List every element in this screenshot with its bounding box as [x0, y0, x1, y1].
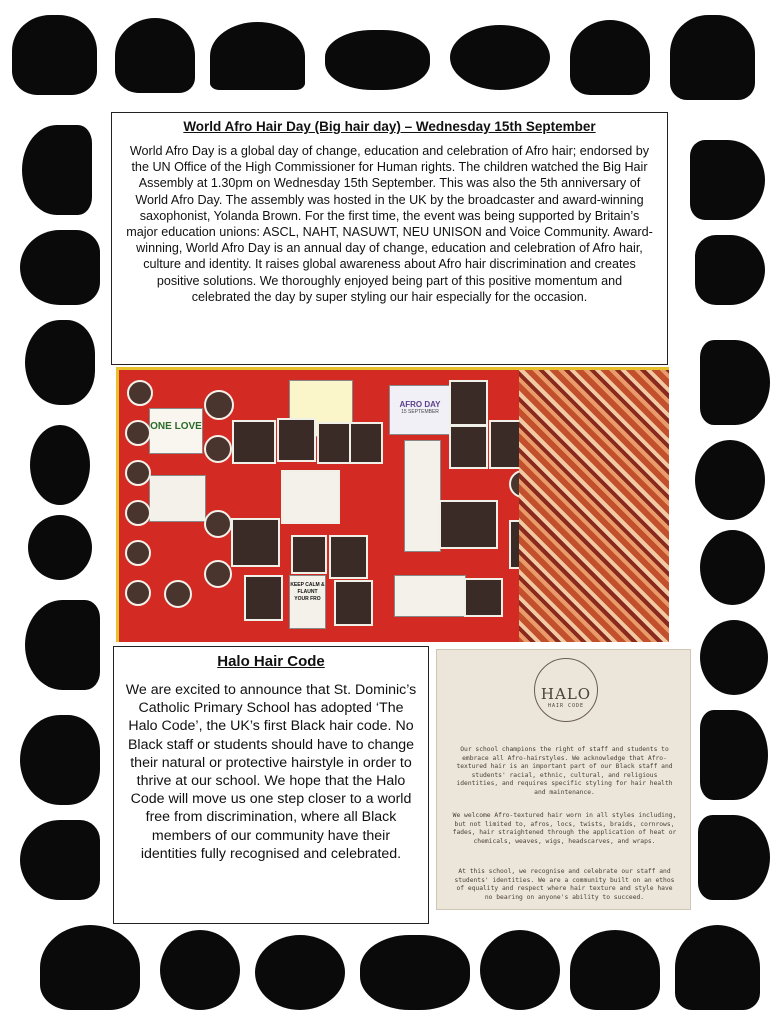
info-card — [404, 440, 441, 552]
board-photo — [334, 580, 373, 626]
afro-silhouette-icon — [20, 715, 100, 805]
afro-silhouette-icon — [480, 930, 560, 1010]
board-photo — [231, 518, 280, 567]
afro-day-poster-text: AFRO DAY — [399, 400, 441, 409]
board-circle-photo — [125, 580, 151, 606]
afro-silhouette-icon — [160, 930, 240, 1010]
keep-calm-text: KEEP CALM & FLAUNT YOUR FRO — [290, 582, 325, 602]
board-photo — [277, 418, 316, 462]
afro-silhouette-icon — [255, 935, 345, 1010]
halo-code-textbox — [113, 646, 429, 924]
board-photo — [329, 535, 368, 579]
afro-silhouette-icon — [698, 815, 770, 900]
halo-code-body: We are excited to announce that St. Dominic’s Catholic Primary School has adopted ‘The Halo Code’, the UK’s first Black hair code. No Black staff or students should have to change their natural or protective hairstyle in order to thrive at our school. We hope that the Halo Code will move us one step closer to a world free from discrimination, where all Black members of our community have their identities fully recognised and celebrated. — [125, 682, 417, 862]
afro-silhouette-icon — [210, 22, 305, 90]
afro-silhouette-icon — [675, 925, 760, 1010]
halo-poster-paragraph-2: We welcome Afro-textured hair worn in all styles including, but not limited to, afros, locs, twists, braids, cornrows, fades, hair straightened through the application of heat or chemicals, weaves, wigs, headscarves, and wraps. — [452, 812, 677, 845]
afro-silhouette-icon — [570, 20, 650, 95]
afro-silhouette-icon — [20, 230, 100, 305]
one-love-poster — [149, 408, 203, 454]
board-photo — [232, 420, 276, 464]
board-circle-photo — [125, 540, 151, 566]
afro-silhouette-icon — [700, 620, 768, 695]
board-circle-photo — [127, 380, 153, 406]
board-circle-photo — [204, 560, 232, 588]
halo-poster-paragraph-3: At this school, we recognise and celebrate our staff and students' identities. We are a community built on an ethos of equality and respect where hair texture and style have no bearing on anyone's ability to succeed. — [454, 868, 675, 901]
afro-silhouette-icon — [695, 235, 765, 305]
board-photo — [464, 578, 503, 617]
afro-silhouette-icon — [25, 600, 100, 690]
halo-logo-subtitle: HAIR CODE — [547, 703, 585, 709]
board-photo — [291, 535, 327, 574]
info-card — [394, 575, 466, 617]
halo-code-title: Halo Hair Code — [217, 653, 325, 670]
afro-day-poster-date: 15 SEPTEMBER — [401, 409, 439, 415]
halo-poster-paragraph-1: Our school champions the right of staff and students to embrace all Afro-hairstyles. We acknowledge that Afro-textured hair is an important part of our Black staff and students' racial, ethnic, cultural, and religious identities, and requires specific styling for hair health and maintenance. — [456, 746, 673, 796]
african-print-fabric — [519, 370, 669, 642]
afro-silhouette-icon — [700, 530, 765, 605]
board-photo — [244, 575, 283, 621]
board-circle-photo — [125, 460, 151, 486]
halo-logo-word: HALO — [540, 685, 592, 703]
board-photo — [439, 500, 498, 549]
afro-silhouette-icon — [20, 820, 100, 900]
afro-silhouette-icon — [700, 710, 768, 800]
board-circle-photo — [164, 580, 192, 608]
afro-day-textbox — [111, 112, 668, 365]
afro-silhouette-icon — [360, 935, 470, 1010]
afro-silhouette-icon — [25, 320, 95, 405]
afro-silhouette-icon — [12, 15, 97, 95]
board-circle-photo — [125, 500, 151, 526]
keep-calm-poster — [289, 575, 326, 629]
afro-silhouette-icon — [700, 340, 770, 425]
afro-silhouette-icon — [570, 930, 660, 1010]
board-photo — [349, 422, 383, 464]
afro-day-body: World Afro Day is a global day of change, education and celebration of Afro hair; endorsed by the UN Office of the High Commissioner for Human rights. The children watched the Big Hair Assembly at 1.30pm on Wednesday 15th September. This was also the 5th anniversary of World Afro Day. The assembly was hosted in the UK by the broadcaster and award-winning saxophonist, Yolanda Brown. For the first time, the event was being supported by Britain’s major education unions: ASCL, NAHT, NASUWT, NEU UNISON and Voice Community. Award-winning, World Afro Day is an annual day of change, education and celebration of Afro hair, culture and identity. It raises global awareness about Afro hair discrimination and creates positive solutions. We thoroughly enjoyed being part of this positive momentum and celebrated the day by super styling our hair especially for the occasion. — [126, 144, 653, 304]
afro-silhouette-icon — [670, 15, 755, 100]
board-photo — [317, 422, 351, 464]
info-card — [149, 475, 206, 522]
board-circle-photo — [125, 420, 151, 446]
one-love-text: ONE LOVE — [150, 421, 202, 432]
afro-silhouette-icon — [695, 440, 765, 520]
board-circle-photo — [204, 435, 232, 463]
afro-silhouette-icon — [28, 515, 92, 580]
board-photo — [449, 425, 488, 469]
afro-day-title: World Afro Hair Day (Big hair day) – Wednesday 15th September — [183, 119, 596, 134]
afro-silhouette-icon — [30, 425, 90, 505]
afro-silhouette-icon — [690, 140, 765, 220]
afro-silhouette-icon — [325, 30, 430, 90]
board-circle-photo — [204, 390, 234, 420]
afro-day-poster — [389, 385, 451, 435]
afro-silhouette-icon — [115, 18, 195, 93]
halo-code-poster — [436, 649, 691, 910]
board-photo — [281, 470, 340, 524]
display-board-photo — [116, 367, 669, 642]
afro-silhouette-icon — [40, 925, 140, 1010]
board-photo — [449, 380, 488, 426]
afro-silhouette-icon — [450, 25, 550, 90]
halo-logo-icon — [534, 658, 598, 722]
board-circle-photo — [204, 510, 232, 538]
afro-silhouette-icon — [22, 125, 92, 215]
